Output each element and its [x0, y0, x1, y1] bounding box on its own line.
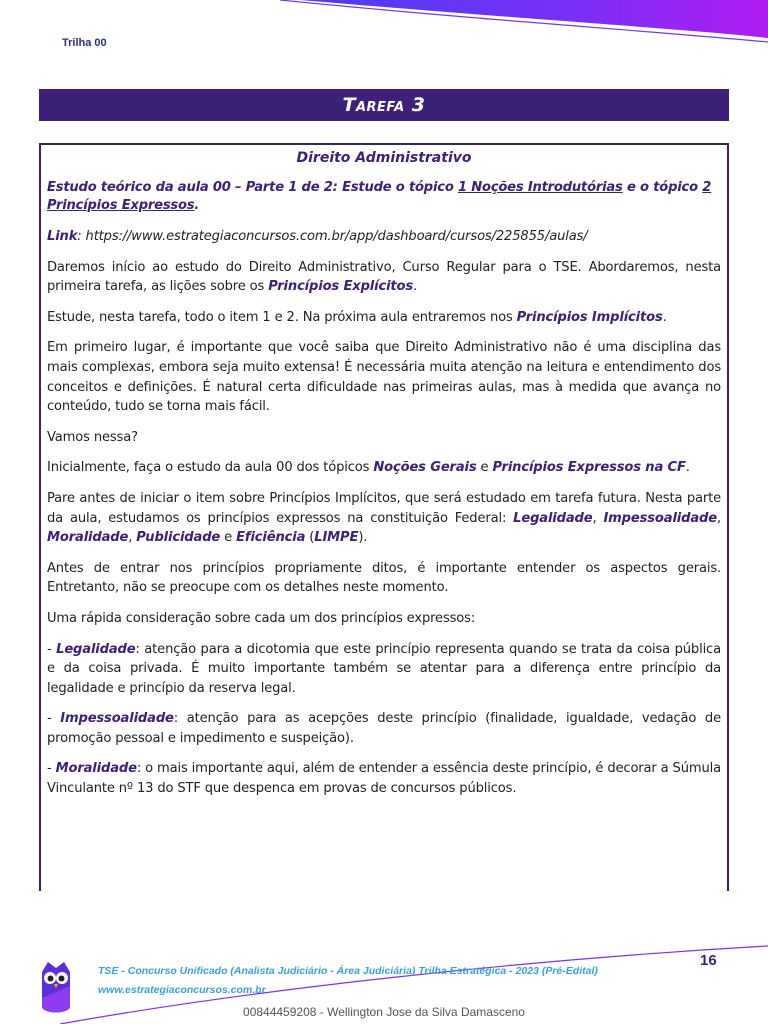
header-swoosh — [0, 0, 768, 60]
footer-course-title: TSE - Concurso Unificado (Analista Judiciário - Área Judiciária) Trilha Estratégica - 2023 (Pré-Edital) — [98, 965, 598, 977]
course-url[interactable]: : https://www.estrategiaconcursos.com.br/app/dashboard/cursos/225855/aulas/ — [77, 229, 588, 244]
paragraph-1: Daremos início ao estudo do Direito Administrativo, Curso Regular para o TSE. Abordaremos, nesta primeira tarefa, as lições sobre os Princípios Explícitos. — [47, 259, 721, 295]
page-number: 16 — [700, 952, 717, 969]
footer-site-link[interactable]: www.estrategiaconcursos.com.br — [98, 984, 266, 996]
tarefa-title-bar: Tarefa 3 — [39, 89, 729, 121]
box-title: Direito Administrativo — [296, 150, 472, 166]
bullet-impessoalidade: - Impessoalidade: atenção para as acepções deste princípio (finalidade, igualdade, vedação de promoção pessoal e impedimento e suspeição). — [47, 711, 721, 746]
paragraph-7: Antes de entrar nos princípios propriamente ditos, é importante entender os aspectos gerais. Entretanto, não se preocupe com os detalhes neste momento. — [47, 560, 721, 596]
study-heading: Estudo teórico da aula 00 – Parte 1 de 2: Estude o tópico 1 Noções Introdutórias e o tópico 2 Princípios Expressos. — [47, 180, 712, 213]
trilha-label: Trilha 00 — [62, 37, 107, 49]
bullet-moralidade: - Moralidade: o mais importante aqui, além de entender a essência deste princípio, é decorar a Súmula Vinculante nº 13 do STF que despenca em provas de concursos públicos. — [47, 761, 721, 797]
paragraph-6: Pare antes de iniciar o item sobre Princípios Implícitos, que será estudado em tarefa futura. Nesta parte da aula, estudamos os princípios expressos na constituição Federal: Legalidade, Impessoalidade, Moralidade, Publicidade e Eficiência (LIMPE). — [47, 490, 721, 546]
task-content-box — [39, 143, 729, 891]
topic-link-2[interactable]: 2 Princípios Expressos — [47, 180, 712, 213]
paragraph-4: Vamos nessa? — [47, 429, 138, 445]
paragraph-3: Em primeiro lugar, é importante que você saiba que Direito Administrativo não é uma disciplina das mais complexas, embora seja muito extensa! É necessária muita atenção na leitura e entendimento dos conceitos e definições. É natural certa dificuldade nas primeiras aulas, mas à medida que avança no conteúdo, tudo se torna mais fácil. — [47, 340, 721, 415]
link-line — [47, 227, 721, 247]
topic-link-1[interactable]: 1 Noções Introdutórias — [458, 180, 623, 195]
bullet-legalidade: - Legalidade: atenção para a dicotomia que este princípio representa quando se trata da coisa pública e da coisa privada. É muito importante também se atentar para a diferença entre princípio da legalidade e princípio da reserva legal. — [47, 641, 721, 696]
paragraph-2: Estude, nesta tarefa, todo o item 1 e 2. Na próxima aula entraremos nos Princípios Implícitos. — [47, 309, 667, 325]
watermark: 00844459208 - Wellington Jose da Silva Damasceno — [243, 1005, 525, 1019]
paragraph-8: Uma rápida consideração sobre cada um dos princípios expressos: — [47, 610, 476, 626]
paragraph-5: Inicialmente, faça o estudo da aula 00 dos tópicos Noções Gerais e Princípios Expressos na CF. — [47, 460, 690, 476]
link-label: Link — [47, 229, 78, 244]
